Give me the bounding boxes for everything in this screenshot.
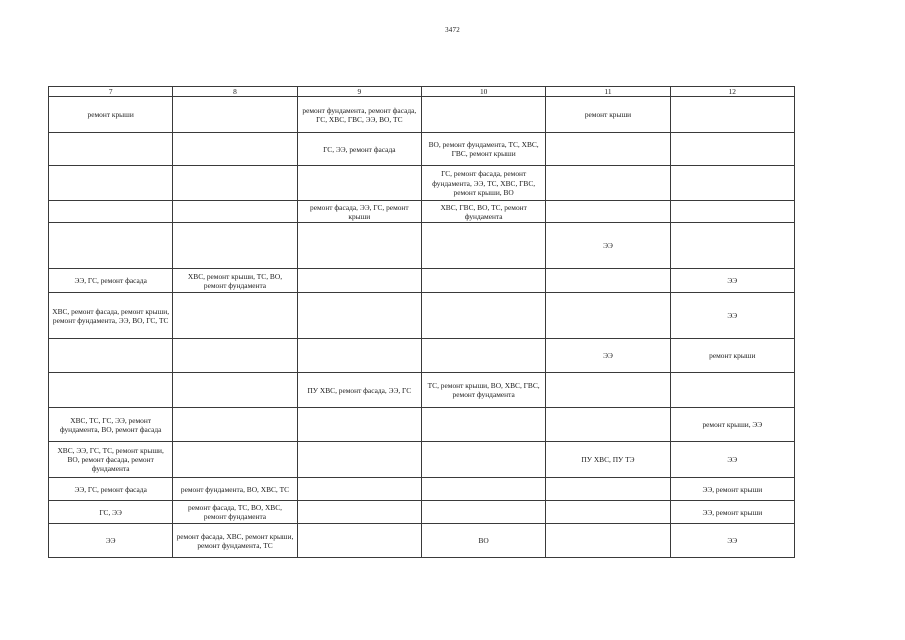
table-cell	[421, 223, 545, 269]
table-cell: ремонт крыши, ЭЭ	[670, 408, 794, 442]
table-cell	[173, 373, 297, 408]
table-cell	[421, 293, 545, 339]
table-cell	[49, 339, 173, 373]
table-row	[49, 478, 795, 501]
table-cell: ремонт фасада, ТС, ВО, ХВС, ремонт фундамента	[173, 501, 297, 524]
table-row	[49, 408, 795, 442]
header-col-7: 7	[49, 87, 173, 97]
table-cell	[297, 442, 421, 478]
table-cell: ремонт фундамента, ВО, ХВС, ТС	[173, 478, 297, 501]
table-cell	[173, 223, 297, 269]
table-cell: ПУ ХВС, ремонт фасада, ЭЭ, ГС	[297, 373, 421, 408]
table-cell	[173, 442, 297, 478]
table-cell	[297, 223, 421, 269]
table-cell	[421, 97, 545, 133]
table-cell	[670, 201, 794, 223]
table-cell	[173, 166, 297, 201]
table-cell: ХВС, ремонт крыши, ТС, ВО, ремонт фундамента	[173, 269, 297, 293]
table-cell	[546, 524, 670, 558]
table-cell: ТС, ремонт крыши, ВО, ХВС, ГВС, ремонт фундамента	[421, 373, 545, 408]
table-cell	[546, 269, 670, 293]
table-row	[49, 166, 795, 201]
table-cell: ЭЭ	[670, 293, 794, 339]
table-cell: ЭЭ	[546, 339, 670, 373]
table-cell	[49, 223, 173, 269]
table-cell: ремонт крыши	[670, 339, 794, 373]
table-row	[49, 269, 795, 293]
table-row	[49, 201, 795, 223]
table-cell	[546, 133, 670, 166]
table-cell	[173, 293, 297, 339]
table-row	[49, 524, 795, 558]
table-cell: ПУ ХВС, ПУ ТЭ	[546, 442, 670, 478]
table-cell	[670, 223, 794, 269]
table-cell	[421, 501, 545, 524]
table-row	[49, 97, 795, 133]
table-cell	[546, 501, 670, 524]
table-cell: ЭЭ, ГС, ремонт фасада	[49, 269, 173, 293]
table-cell: ремонт крыши	[546, 97, 670, 133]
table-row	[49, 442, 795, 478]
table-cell: ЭЭ	[670, 524, 794, 558]
table-cell: ЭЭ, ремонт крыши	[670, 501, 794, 524]
table-cell	[546, 408, 670, 442]
table-cell: ВО	[421, 524, 545, 558]
table-cell	[297, 478, 421, 501]
table-row	[49, 339, 795, 373]
table-row	[49, 373, 795, 408]
table-cell	[173, 339, 297, 373]
table-cell	[670, 373, 794, 408]
table-cell	[421, 408, 545, 442]
table-row	[49, 501, 795, 524]
table-row	[49, 133, 795, 166]
table-cell	[546, 293, 670, 339]
table-cell: ВО, ремонт фундамента, ТС, ХВС, ГВС, ремонт крыши	[421, 133, 545, 166]
table-cell	[49, 133, 173, 166]
table-cell: ремонт фасада, ЭЭ, ГС, ремонт крыши	[297, 201, 421, 223]
table-cell	[173, 408, 297, 442]
table-cell: ЭЭ	[49, 524, 173, 558]
table-cell: ЭЭ	[670, 442, 794, 478]
table-row	[49, 293, 795, 339]
table-cell: ЭЭ, ремонт крыши	[670, 478, 794, 501]
table-cell: ХВС, ГВС, ВО, ТС, ремонт фундамента	[421, 201, 545, 223]
table-cell	[546, 166, 670, 201]
table-cell: ХВС, ЭЭ, ГС, ТС, ремонт крыши, ВО, ремонт фасада, ремонт фундамента	[49, 442, 173, 478]
header-col-9: 9	[297, 87, 421, 97]
header-col-10: 10	[421, 87, 545, 97]
table-cell	[546, 478, 670, 501]
table-cell: ГС, ремонт фасада, ремонт фундамента, ЭЭ, ТС, ХВС, ГВС, ремонт крыши, ВО	[421, 166, 545, 201]
table-cell	[297, 269, 421, 293]
table-cell	[173, 133, 297, 166]
table-cell: ремонт крыши	[49, 97, 173, 133]
table-body	[49, 97, 795, 558]
table-cell	[670, 97, 794, 133]
table-cell: ремонт фасада, ХВС, ремонт крыши, ремонт фундамента, ТС	[173, 524, 297, 558]
table-row	[49, 223, 795, 269]
table-cell	[173, 201, 297, 223]
header-col-11: 11	[546, 87, 670, 97]
table-cell	[421, 269, 545, 293]
page-number: 3472	[445, 26, 460, 34]
table-cell: ХВС, ремонт фасада, ремонт крыши, ремонт фундамента, ЭЭ, ВО, ГС, ТС	[49, 293, 173, 339]
table-cell: ЭЭ	[670, 269, 794, 293]
table-cell: ремонт фундамента, ремонт фасада, ГС, ХВС, ГВС, ЭЭ, ВО, ТС	[297, 97, 421, 133]
table-cell	[421, 339, 545, 373]
header-col-12: 12	[670, 87, 794, 97]
table-cell: ЭЭ, ГС, ремонт фасада	[49, 478, 173, 501]
table-cell: ГС, ЭЭ	[49, 501, 173, 524]
table-cell	[297, 524, 421, 558]
table-cell	[297, 408, 421, 442]
table-cell: ГС, ЭЭ, ремонт фасада	[297, 133, 421, 166]
table-cell	[421, 442, 545, 478]
table-cell	[546, 373, 670, 408]
table-cell	[49, 201, 173, 223]
table-cell	[297, 166, 421, 201]
table-cell	[49, 166, 173, 201]
table-cell	[297, 501, 421, 524]
table-header	[49, 87, 795, 97]
table-cell: ЭЭ	[546, 223, 670, 269]
table-cell: ХВС, ТС, ГС, ЭЭ, ремонт фундамента, ВО, ремонт фасада	[49, 408, 173, 442]
header-col-8: 8	[173, 87, 297, 97]
repair-schedule-table	[48, 86, 795, 558]
table-cell	[546, 201, 670, 223]
table-cell	[173, 97, 297, 133]
table-cell	[421, 478, 545, 501]
table-cell	[670, 133, 794, 166]
header-row	[49, 87, 795, 97]
table-cell	[670, 166, 794, 201]
table-cell	[297, 293, 421, 339]
table-cell	[297, 339, 421, 373]
table-cell	[49, 373, 173, 408]
